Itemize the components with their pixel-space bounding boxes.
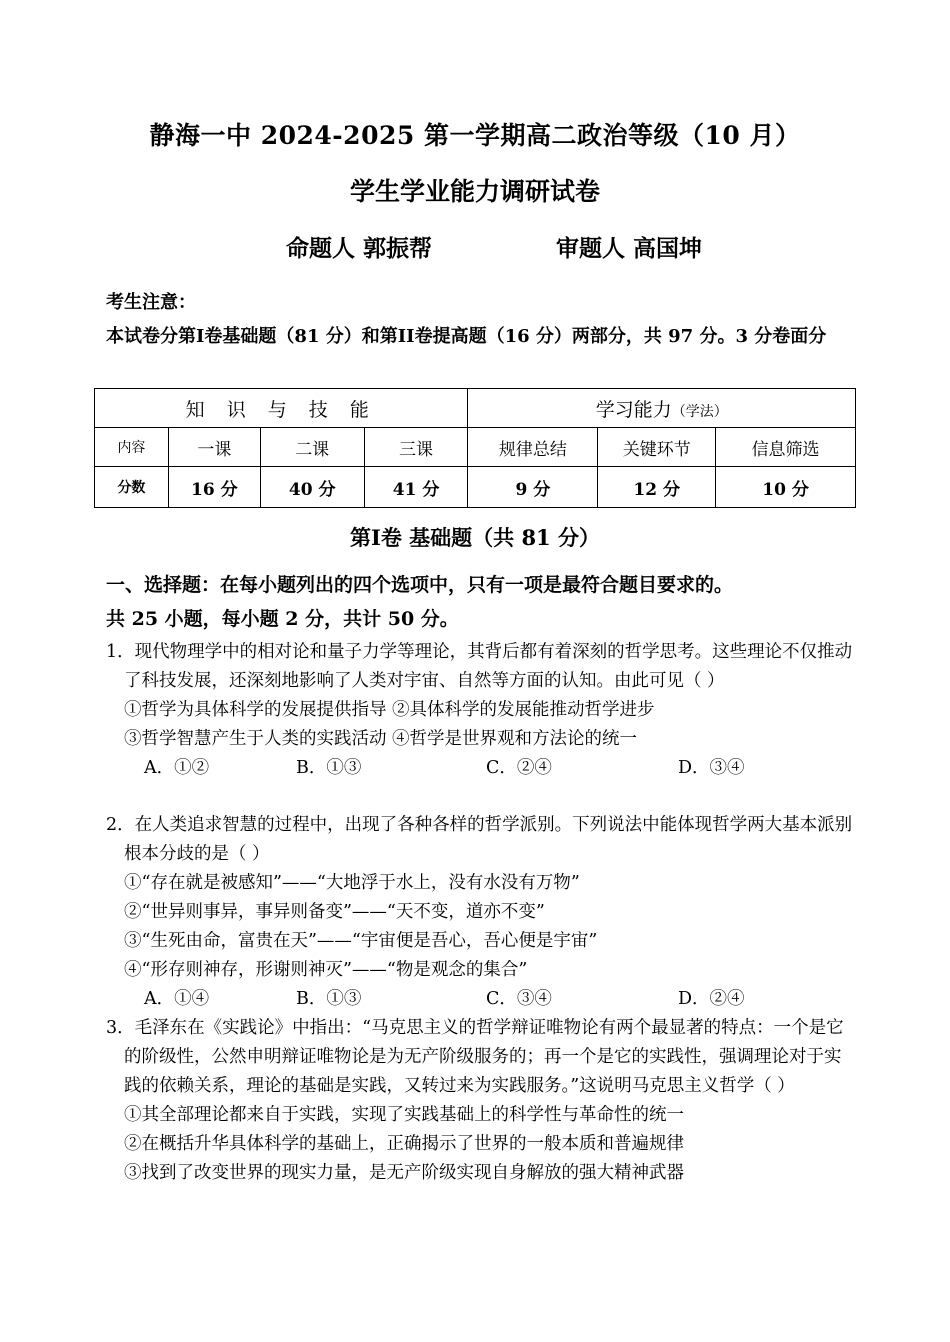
question-item: ①其全部理论都来自于实践，实现了实践基础上的科学性与革命性的统一 <box>124 1105 684 1125</box>
question-item: ②“世异则事异，事异则备变”——“天不变，道亦不变” <box>124 902 545 922</box>
exam-title: 静海一中 2024-2025 第一学期高二政治等级（10 月） <box>149 121 801 150</box>
group-learning-ability-label: 学习能力 <box>595 398 672 421</box>
group-knowledge-skills: 知 识 与 技 能 <box>95 389 468 428</box>
question-2 <box>106 811 856 1014</box>
question-3 <box>106 1014 856 1188</box>
column-score: 10 分 <box>716 467 856 508</box>
section-title: 第I卷 基础题（共 81 分） <box>350 525 600 550</box>
notice-heading: 考生注意： <box>106 292 196 313</box>
group-learning-ability <box>468 389 856 428</box>
answer-choice-d[interactable]: D．③④ <box>678 758 745 778</box>
question-item: ②在概括升华具体科学的基础上，正确揭示了世界的一般本质和普遍规律 <box>124 1134 684 1154</box>
score-table <box>94 388 856 508</box>
column-name: 规律总结 <box>468 428 598 467</box>
answer-choice-b[interactable]: B．①③ <box>296 758 362 778</box>
notice-text: 本试卷分第I卷基础题（81 分）和第II卷提高题（16 分）两部分，共 97 分。3 分卷面分 <box>106 326 827 347</box>
question-stem: 2．在人类追求智慧的过程中，出现了各种各样的哲学派别。下列说法中能体现哲学两大基本派别根本分歧的是（ ） <box>106 815 853 864</box>
question-item: ①“存在就是被感知”——“大地浮于水上，没有水没有万物” <box>124 873 580 893</box>
question-stem: 1．现代物理学中的相对论和量子力学等理论，其背后都有着深刻的哲学思考。这些理论不仅推动了科技发展，还深刻地影响了人类对宇宙、自然等方面的认知。由此可见（ ） <box>106 642 853 691</box>
author-setter: 命题人 郭振帮 <box>286 235 433 262</box>
part-instructions <box>106 568 866 636</box>
answer-choice-d[interactable]: D．②④ <box>678 989 745 1009</box>
column-name: 信息筛选 <box>716 428 856 467</box>
column-name: 一课 <box>168 428 260 467</box>
part-instructions-line2: 共 25 小题，每小题 2 分，共计 50 分。 <box>106 608 459 630</box>
answer-choice-c[interactable]: C．③④ <box>486 989 552 1009</box>
answer-choice-a[interactable]: A．①④ <box>144 989 210 1009</box>
answer-choice-c[interactable]: C．②④ <box>486 758 552 778</box>
column-name: 三课 <box>364 428 468 467</box>
question-item: ①哲学为具体科学的发展提供指导 ②具体科学的发展能推动哲学进步 <box>124 700 655 720</box>
question-item: ③哲学智慧产生于人类的实践活动 ④哲学是世界观和方法论的统一 <box>124 729 638 749</box>
column-score: 16 分 <box>168 467 260 508</box>
exam-subtitle: 学生学业能力调研试卷 <box>349 177 600 206</box>
column-score: 41 分 <box>364 467 468 508</box>
row-label-score: 分数 <box>95 467 169 508</box>
column-name: 二课 <box>260 428 364 467</box>
answer-choices <box>106 754 856 783</box>
question-item: ③“生死由命，富贵在天”——“宇宙便是吾心，吾心便是宇宙” <box>124 931 598 951</box>
question-1 <box>106 638 856 783</box>
column-score: 9 分 <box>468 467 598 508</box>
row-label-content: 内容 <box>95 428 169 467</box>
answer-choice-a[interactable]: A．①② <box>144 758 210 778</box>
question-item: ④“形存则神存，形谢则神灭”——“物是观念的集合” <box>124 960 528 980</box>
column-score: 40 分 <box>260 467 364 508</box>
answer-choice-b[interactable]: B．①③ <box>296 989 362 1009</box>
question-item: ③找到了改变世界的现实力量，是无产阶级实现自身解放的强大精神武器 <box>124 1163 684 1183</box>
column-score: 12 分 <box>598 467 716 508</box>
column-name: 关键环节 <box>598 428 716 467</box>
author-reviewer: 审题人 高国坤 <box>556 235 703 262</box>
part-instructions-line1: 一、选择题：在每小题列出的四个选项中，只有一项是最符合题目要求的。 <box>106 574 734 596</box>
answer-choices <box>106 985 856 1014</box>
group-learning-ability-sub: （学法） <box>671 403 728 420</box>
question-stem: 3．毛泽东在《实践论》中指出：“马克思主义的哲学辩证唯物论有两个最显著的特点：一个是它的阶级性，公然申明辩证唯物论是为无产阶级服务的；再一个是它的实践性，强调理论对于实践的依赖关系，理论的基础是实践，又转过来为实践服务。”这说明马克思主义哲学（ ） <box>106 1018 844 1096</box>
